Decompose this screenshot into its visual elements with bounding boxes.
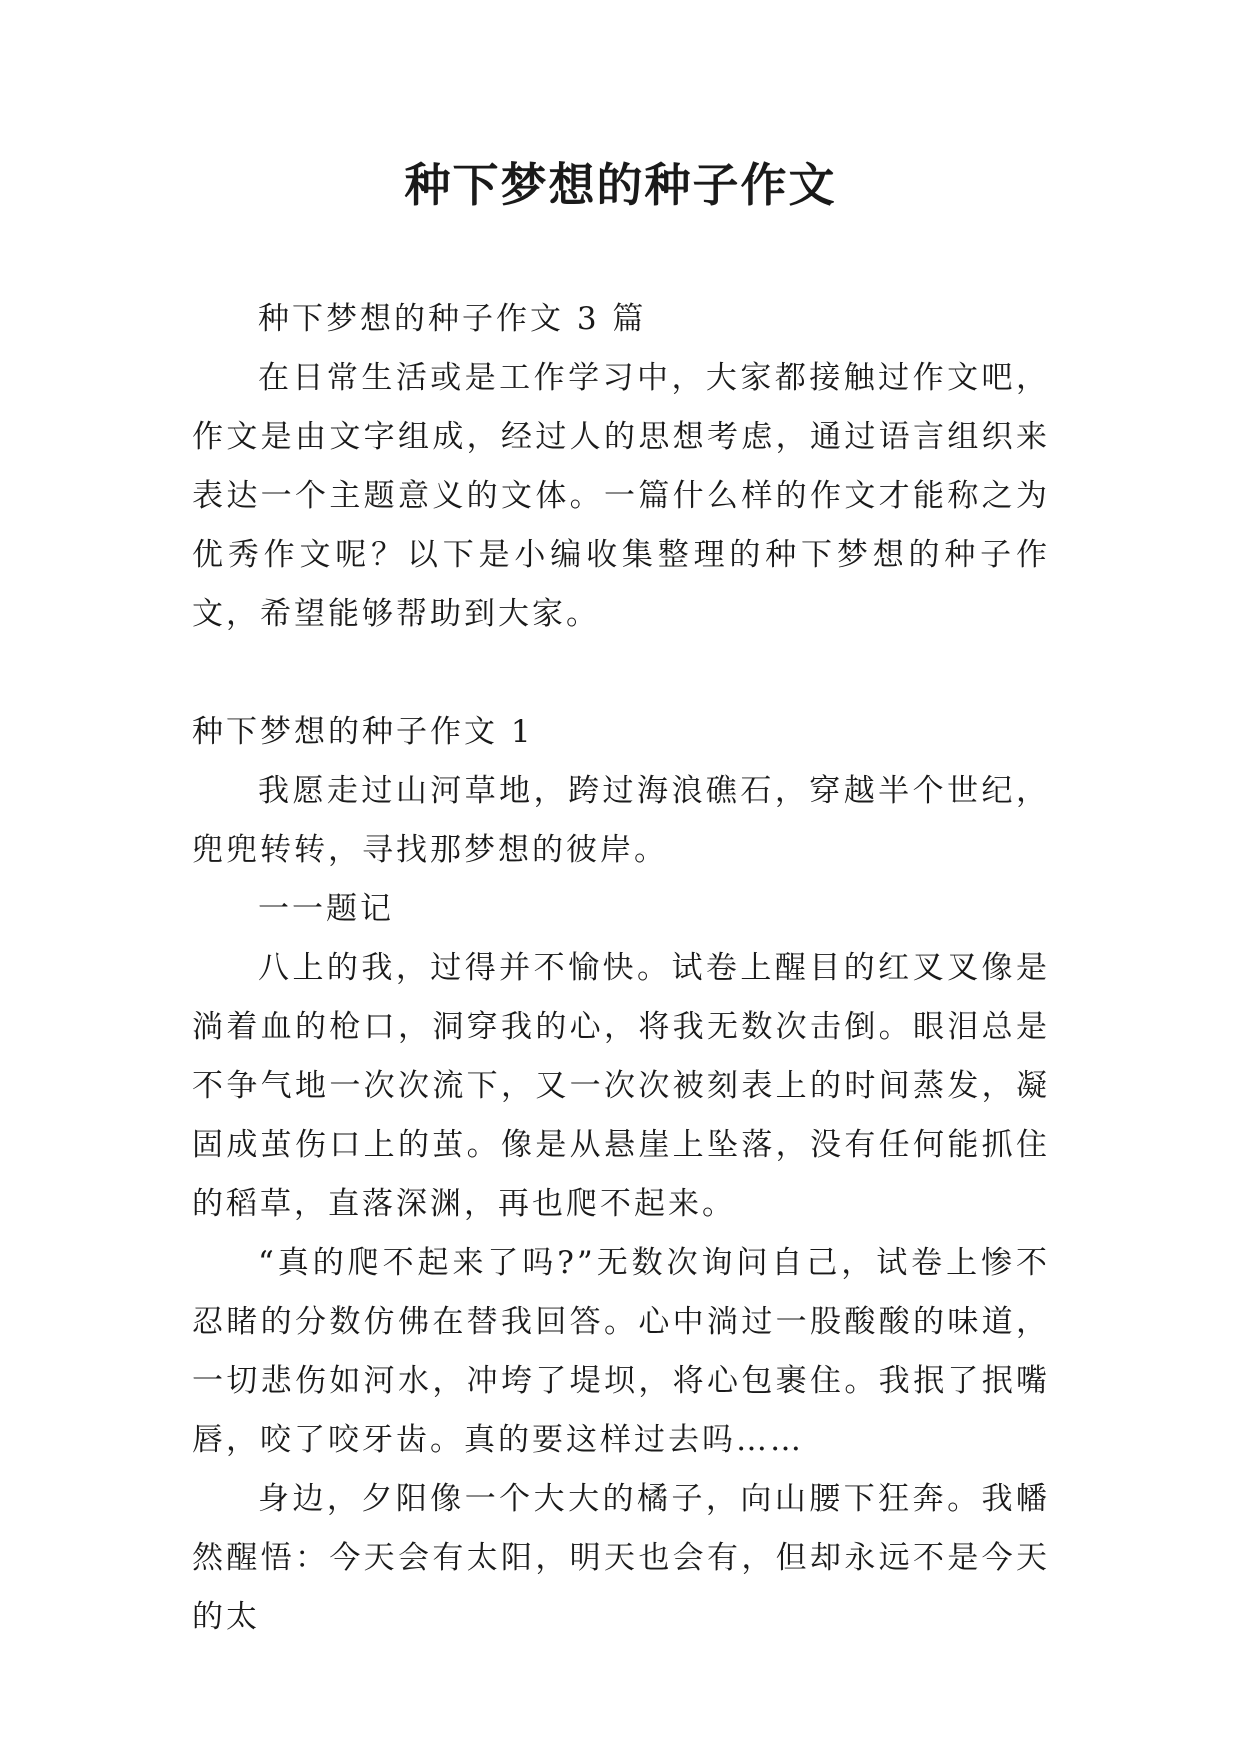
intro-heading: 种下梦想的种子作文 3 篇 [258,301,647,337]
paragraph: 八上的我，过得并不愉快。试卷上醒目的红叉叉像是淌着血的枪口，洞穿我的心，将我无数次击倒。眼泪总是不争气地一次次流下，又一次次被刻表上的时间蒸发，凝固成茧伤口上的茧。像是从悬崖上坠落，没有任何能抓住的稻草，直落深渊，再也爬不起来。 [192,950,1050,1222]
section-heading: 种下梦想的种子作文 1 [192,714,534,750]
paragraph: “真的爬不起来了吗?”无数次询问自己，试卷上惨不忍睹的分数仿佛在替我回答。心中淌过一股酸酸的味道，一切悲伤如河水，冲垮了堤坝，将心包裹住。我抿了抿嘴唇，咬了咬牙齿。真的要这样过去吗…… [192,1245,1050,1458]
epigraph-attribution: 一一题记 [258,891,394,927]
paragraph: 身边，夕阳像一个大大的橘子，向山腰下狂奔。我幡然醒悟：今天会有太阳，明天也会有，但却永远不是今天的太 [192,1481,1050,1635]
section-spacer [192,644,1050,703]
document-body [192,290,1050,1647]
document-title: 种下梦想的种子作文 [404,158,837,212]
intro-paragraph: 在日常生活或是工作学习中，大家都接触过作文吧，作文是由文字组成，经过人的思想考虑，通过语言组织来表达一个主题意义的文体。一篇什么样的作文才能称之为优秀作文呢？以下是小编收集整理的种下梦想的种子作文，希望能够帮助到大家。 [192,360,1050,632]
paragraph: 我愿走过山河草地，跨过海浪礁石，穿越半个世纪，兜兜转转，寻找那梦想的彼岸。 [192,773,1050,868]
